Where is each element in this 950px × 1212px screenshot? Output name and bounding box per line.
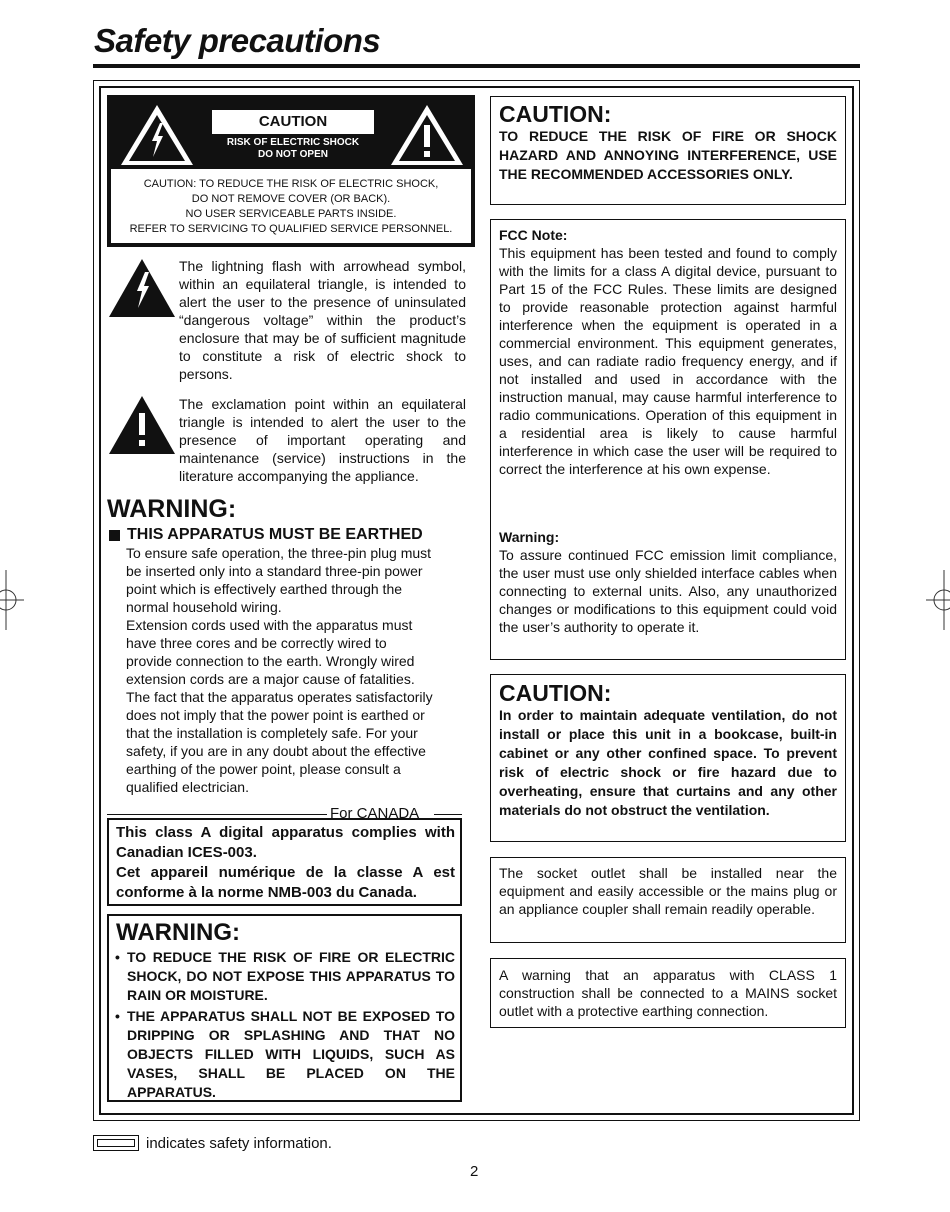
fcc-body: This equipment has been tested and found to comply with the limits for a class A digital device, pursuant to Part 15 of the FCC Rules. These limits are designed to provide reasonable protection against harmful interference when the equipment is operated in a commercial environment. This equipment generates, uses, and can radiate radio frequency energy, and if not installed and used in accordance with the instruction manual, may cause harmful interference to radio communications. Operation of this equipment in a residential area is likely to cause harmful interference in which case the user will be required to correct the interference at his own expense. bbox=[499, 245, 837, 477]
canada-legend: For CANADA bbox=[327, 806, 422, 822]
label-text-line: REFER TO SERVICING TO QUALIFIED SERVICE PERSONNEL. bbox=[129, 223, 453, 235]
registration-mark-left bbox=[0, 570, 24, 630]
body-line: have three cores and be correctly wired to bbox=[126, 635, 387, 651]
body-line: that the installation is completely safe. For your bbox=[126, 725, 418, 741]
bullet-dot: • bbox=[115, 1008, 120, 1024]
caution-ventilation-heading: CAUTION: bbox=[499, 680, 612, 706]
body-line: provide connection to the earth. Wrongly wired bbox=[126, 653, 415, 669]
fcc-warning-body: To assure continued FCC emission limit compliance, the user must use only shielded interface cables when connecting to external units. Also, any unauthorized changes or modifications to this equipment could void the user’s authority to operate it. bbox=[499, 547, 837, 635]
fcc-heading: FCC Note: bbox=[499, 227, 568, 243]
square-bullet-icon bbox=[109, 530, 120, 541]
canada-english: This class A digital apparatus complies with Canadian ICES-003. bbox=[116, 824, 455, 861]
canada-french: Cet appareil numérique de la classe A est conforme à la norme NMB-003 du Canada. bbox=[116, 864, 455, 901]
caution-accessories-heading: CAUTION: bbox=[499, 101, 612, 127]
class1-note-text: A warning that an apparatus with CLASS 1 construction shall be connected to a MAINS socket outlet with a protective earthing connection. bbox=[499, 967, 837, 1019]
body-line: The fact that the apparatus operates satisfactorily bbox=[126, 689, 433, 705]
canada-box bbox=[107, 818, 462, 906]
label-risk-line1: RISK OF ELECTRIC SHOCK bbox=[226, 137, 360, 148]
class1-note-box bbox=[490, 958, 846, 1028]
body-line: be inserted only into a standard three-pin power bbox=[126, 563, 423, 579]
body-line: qualified electrician. bbox=[126, 779, 249, 795]
exclamation-triangle-icon bbox=[389, 103, 465, 167]
exclamation-explanation: The exclamation point within an equilateral triangle is intended to alert the user to the presence of important operating and maintenance (service) instructions in the literature accompanying the appliance. bbox=[179, 396, 466, 484]
bullet-text: TO REDUCE THE RISK OF FIRE OR ELECTRIC SHOCK, DO NOT EXPOSE THIS APPARATUS TO RAIN OR MOISTURE. bbox=[127, 949, 455, 1003]
page-title: Safety precautions bbox=[94, 22, 381, 59]
warning-rain-bullet2 bbox=[115, 1007, 455, 1102]
label-band bbox=[111, 99, 471, 169]
title-rule bbox=[93, 64, 860, 68]
label-risk-line2: DO NOT OPEN bbox=[257, 149, 328, 160]
label-text-line: DO NOT REMOVE COVER (OR BACK). bbox=[191, 193, 391, 205]
caution-ventilation-box bbox=[490, 674, 846, 842]
warning-rain-heading: WARNING: bbox=[116, 919, 240, 946]
body-line: safety, if you are in any doubt about the effective bbox=[126, 743, 426, 759]
lightning-explanation: The lightning flash with arrowhead symbol, within an equilateral triangle, is intended to alert the user to the presence of uninsulated “dangerous voltage” within the product’s enclosure that may be of sufficient magnitude to constitute a risk of electric shock to persons. bbox=[179, 258, 466, 382]
warning-earth-body bbox=[126, 544, 471, 796]
body-line: point which is effectively earthed through the bbox=[126, 581, 403, 597]
lightning-triangle-icon bbox=[119, 103, 195, 167]
body-line: To ensure safe operation, the three-pin plug must bbox=[126, 545, 432, 561]
label-caution-text: CAUTION bbox=[211, 109, 375, 135]
body-line: extension cords are a major cause of fatalities. bbox=[126, 671, 415, 687]
safety-info-symbol-icon bbox=[93, 1135, 139, 1151]
warning-rain-box bbox=[107, 914, 462, 1102]
canada-rule-right bbox=[434, 814, 462, 815]
label-warning-text bbox=[111, 177, 471, 237]
socket-note-text: The socket outlet shall be installed near the equipment and easily accessible or the mains plug or an appliance coupler shall remain readily operable. bbox=[499, 865, 837, 917]
body-line: normal household wiring. bbox=[126, 599, 282, 615]
socket-note-box bbox=[490, 857, 846, 943]
lightning-triangle-icon bbox=[108, 258, 176, 318]
label-text-line: CAUTION: TO REDUCE THE RISK OF ELECTRIC SHOCK, bbox=[143, 178, 439, 190]
fcc-box bbox=[490, 219, 846, 660]
exclamation-triangle-icon bbox=[108, 395, 176, 455]
fcc-warning-heading: Warning: bbox=[499, 529, 560, 545]
caution-accessories-body: TO REDUCE THE RISK OF FIRE OR SHOCK HAZARD AND ANNOYING INTERFERENCE, USE THE RECOMMENDED ACCESSORIES ONLY. bbox=[499, 128, 837, 182]
canada-rule-left bbox=[107, 814, 328, 815]
label-text-line: NO USER SERVICEABLE PARTS INSIDE. bbox=[185, 208, 397, 220]
warning-rain-bullet1 bbox=[115, 948, 455, 1005]
caution-accessories-box bbox=[490, 96, 846, 205]
caution-ventilation-body: In order to maintain adequate ventilation, do not install or place this unit in a bookcase, built-in cabinet or any other confined space. To prevent risk of electric shock or fire hazard due to overheating, ensure that curtains and any other materials do not obstruct the ventilation. bbox=[499, 707, 837, 818]
warning-earth-subheading: THIS APPARATUS MUST BE EARTHED bbox=[127, 526, 423, 543]
registration-mark-right bbox=[926, 570, 950, 630]
page-number: 2 bbox=[470, 1163, 479, 1180]
body-line: does not imply that the power point is earthed or bbox=[126, 707, 425, 723]
warning-earth-heading: WARNING: bbox=[107, 495, 237, 523]
bullet-text: THE APPARATUS SHALL NOT BE EXPOSED TO DRIPPING OR SPLASHING AND THAT NO OBJECTS FILLED WITH LIQUIDS, SUCH AS VASES, SHALL BE PLACED ON THE APPARATUS. bbox=[127, 1008, 455, 1100]
caution-label bbox=[107, 95, 475, 247]
bullet-dot: • bbox=[115, 949, 120, 965]
body-line: earthing of the power point, please consult a bbox=[126, 761, 401, 777]
footer-text: indicates safety information. bbox=[146, 1135, 332, 1152]
body-line: Extension cords used with the apparatus must bbox=[126, 617, 413, 633]
